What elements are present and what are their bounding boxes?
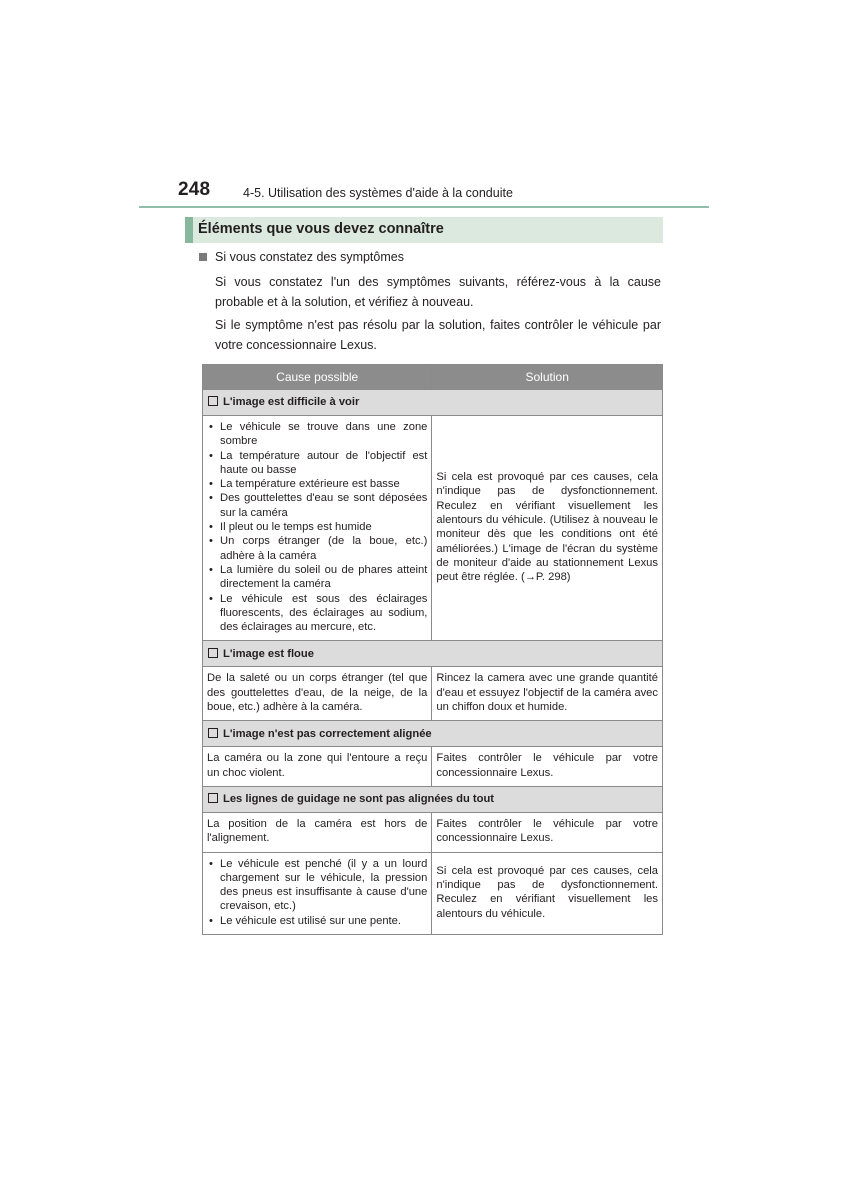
solution-cell: Faites contrôler le véhicule par votre concessionnaire Lexus.: [432, 747, 663, 787]
symptom-row: [203, 641, 663, 667]
symptom-cell: [203, 641, 663, 667]
list-item: • Un corps étranger (de la boue, etc.) adhère à la caméra: [207, 534, 427, 563]
table-row: [203, 812, 663, 852]
subheading-text: Si vous constatez des symptômes: [215, 250, 404, 264]
heading-accent-bar: [185, 217, 193, 243]
heading-box: [185, 217, 663, 243]
intro-paragraph-2: Si le symptôme n'est pas résolu par la solution, faites contrôler le véhicule par votre concessionnaire Lexus.: [215, 318, 661, 352]
symptom-text: Les lignes de guidage ne sont pas alignées du tout: [223, 793, 495, 806]
subheading: [199, 250, 404, 264]
solution-cell: Si cela est provoqué par ces causes, cela n'indique pas de dysfonctionnement. Reculez en vérifiant visuellement les alentours du véhicule. (Utilisez à nouveau le moniteur dès que les conditions ont été améliorées.) L'image de l'écran du système de moniteur d'aide au stationnement Lexus peut être réglée. (→P. 298): [432, 416, 663, 641]
symptom-row: [203, 390, 663, 416]
table-row: [203, 416, 663, 641]
list-item: • Le véhicule est utilisé sur une pente.: [207, 914, 427, 928]
solution-cell: Rincez la camera avec une grande quantité d'eau et essuyez l'objectif de la caméra avec un chiffon doux et humide.: [432, 667, 663, 721]
checkbox-icon: [208, 793, 218, 803]
checkbox-icon: [208, 396, 218, 406]
checkbox-icon: [208, 728, 218, 738]
heading-title: Éléments que vous devez connaître: [198, 221, 444, 237]
list-item: • Le véhicule est penché (il y a un lourd chargement sur le véhicule, la pression des pneus est insuffisante à cause d'une crevaison, etc.): [207, 857, 427, 914]
list-item: • Des gouttelettes d'eau se sont déposées sur la caméra: [207, 491, 427, 520]
cause-list: [207, 420, 427, 634]
symptom-cell: [203, 390, 663, 416]
table-row: [203, 667, 663, 721]
table-header-row: [203, 365, 663, 390]
cause-cell: La position de la caméra est hors de l'alignement.: [203, 812, 432, 852]
section-title: 4-5. Utilisation des systèmes d'aide à la conduite: [243, 186, 513, 200]
symptom-text: L'image est floue: [223, 647, 314, 660]
header-solution: Solution: [432, 365, 663, 390]
table-row: [203, 852, 663, 934]
symptom-cell: [203, 721, 663, 747]
checkbox-icon: [208, 648, 218, 658]
solution-cell: Faites contrôler le véhicule par votre concessionnaire Lexus.: [432, 812, 663, 852]
list-item: • Le véhicule se trouve dans une zone sombre: [207, 420, 427, 449]
symptom-text: L'image est difficile à voir: [223, 396, 360, 409]
symptom-text: L'image n'est pas correctement alignée: [223, 727, 432, 740]
square-bullet-icon: [199, 253, 207, 261]
cause-cell: La caméra ou la zone qui l'entoure a reçu un choc violent.: [203, 747, 432, 787]
list-item: • La température extérieure est basse: [207, 477, 427, 491]
page-number: 248: [178, 179, 211, 200]
troubleshooting-table: [202, 364, 663, 935]
cause-cell: De la saleté ou un corps étranger (tel que des gouttelettes d'eau, de la neige, de la boue, etc.) adhère à la caméra.: [203, 667, 432, 721]
list-item: • La température autour de l'objectif est haute ou basse: [207, 449, 427, 478]
list-item: • Le véhicule est sous des éclairages fluorescents, des éclairages au sodium, des éclairages au mercure, etc.: [207, 592, 427, 635]
symptom-row: [203, 721, 663, 747]
cause-list: [207, 857, 427, 928]
cause-cell: [203, 416, 432, 641]
intro-paragraph-1: Si vous constatez l'un des symptômes suivants, référez-vous à la cause probable et à la solution, et vérifiez à nouveau.: [215, 275, 661, 309]
list-item: • La lumière du soleil ou de phares atteint directement la caméra: [207, 563, 427, 592]
table-row: [203, 747, 663, 787]
cause-cell: [203, 852, 432, 934]
header-rule: [139, 206, 709, 208]
list-item: • Il pleut ou le temps est humide: [207, 520, 427, 534]
header-cause: Cause possible: [203, 365, 432, 390]
solution-cell: Si cela est provoqué par ces causes, cela n'indique pas de dysfonctionnement. Reculez en vérifiant visuellement les alentours du véhicule.: [432, 852, 663, 934]
symptom-row: [203, 786, 663, 812]
symptom-cell: [203, 786, 663, 812]
